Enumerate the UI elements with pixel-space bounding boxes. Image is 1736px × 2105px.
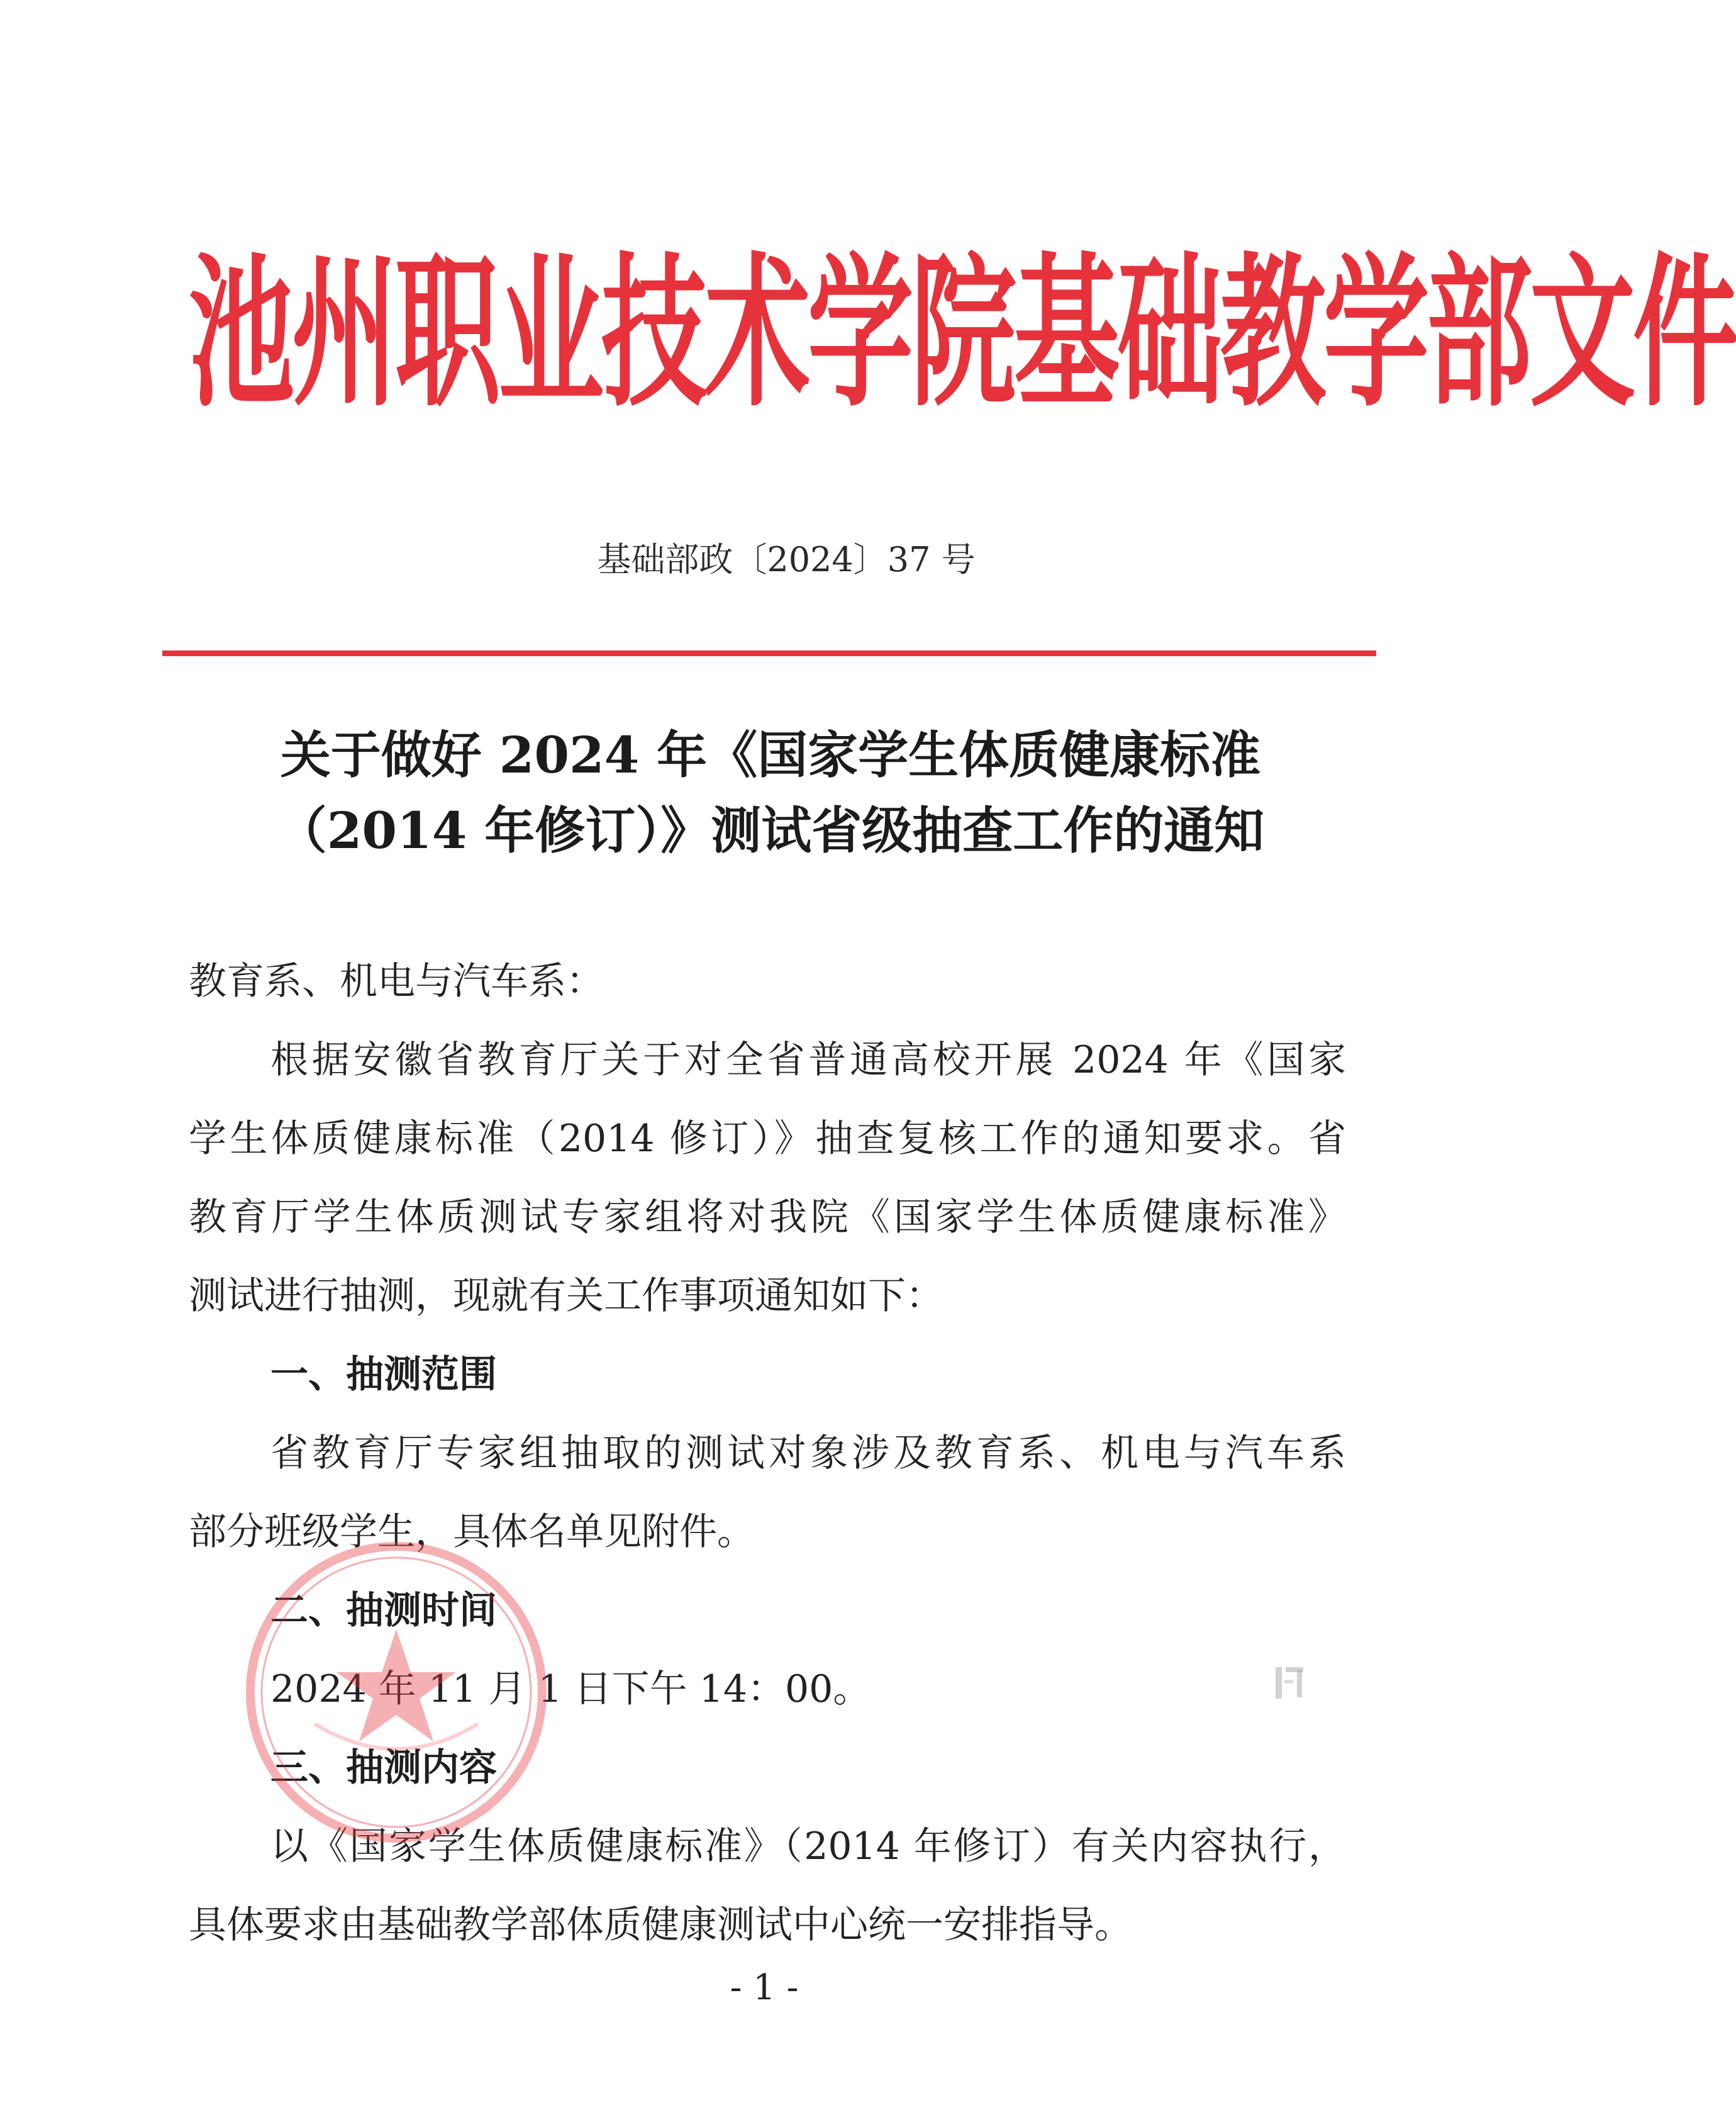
paragraph-line: 省教育厅专家组抽取的测试对象涉及教育系、机电与汽车系: [270, 1431, 1346, 1475]
paragraph-line: 具体要求由基础教学部体质健康测试中心统一安排指导。: [189, 1903, 1132, 1947]
paragraph-line: 部分班级学生，具体名单见附件。: [189, 1510, 755, 1554]
salutation: 教育系、机电与汽车系：: [189, 959, 604, 1003]
paragraph-line: 2024 年 11 月 1 日下午 14：00。: [270, 1667, 871, 1711]
header-divider: [162, 650, 1376, 656]
section-heading: 一、抽测范围: [270, 1353, 497, 1397]
official-seal-stamp: [239, 1535, 554, 1850]
notice-title-line-1: 关于做好 2024 年《国家学生体质健康标准: [280, 725, 1261, 784]
scan-mark: [1271, 1661, 1308, 1705]
paragraph-line: 学生体质健康标准（2014 修订）》抽查复核工作的通知要求。省: [189, 1117, 1346, 1161]
paragraph-line: 根据安徽省教育厅关于对全省普通高校开展 2024 年《国家: [270, 1038, 1346, 1082]
document-header-title: 池州职业技术学院基础教学部文件: [189, 238, 1736, 429]
paragraph-line: 以《国家学生体质健康标准》（2014 年修订）有关内容执行，: [270, 1824, 1346, 1868]
paragraph-line: 测试进行抽测，现就有关工作事项通知如下：: [189, 1274, 943, 1318]
page-number: - 1 -: [730, 1967, 799, 2008]
paragraph-line: 教育厅学生体质测试专家组将对我院《国家学生体质健康标准》: [189, 1195, 1346, 1239]
section-heading: 三、抽测内容: [270, 1746, 497, 1790]
section-heading: 二、抽测时间: [270, 1589, 497, 1633]
notice-title-line-2: （2014 年修订）》测试省级抽查工作的通知: [276, 801, 1265, 860]
document-number: 基础部政〔2024〕37 号: [597, 540, 976, 579]
